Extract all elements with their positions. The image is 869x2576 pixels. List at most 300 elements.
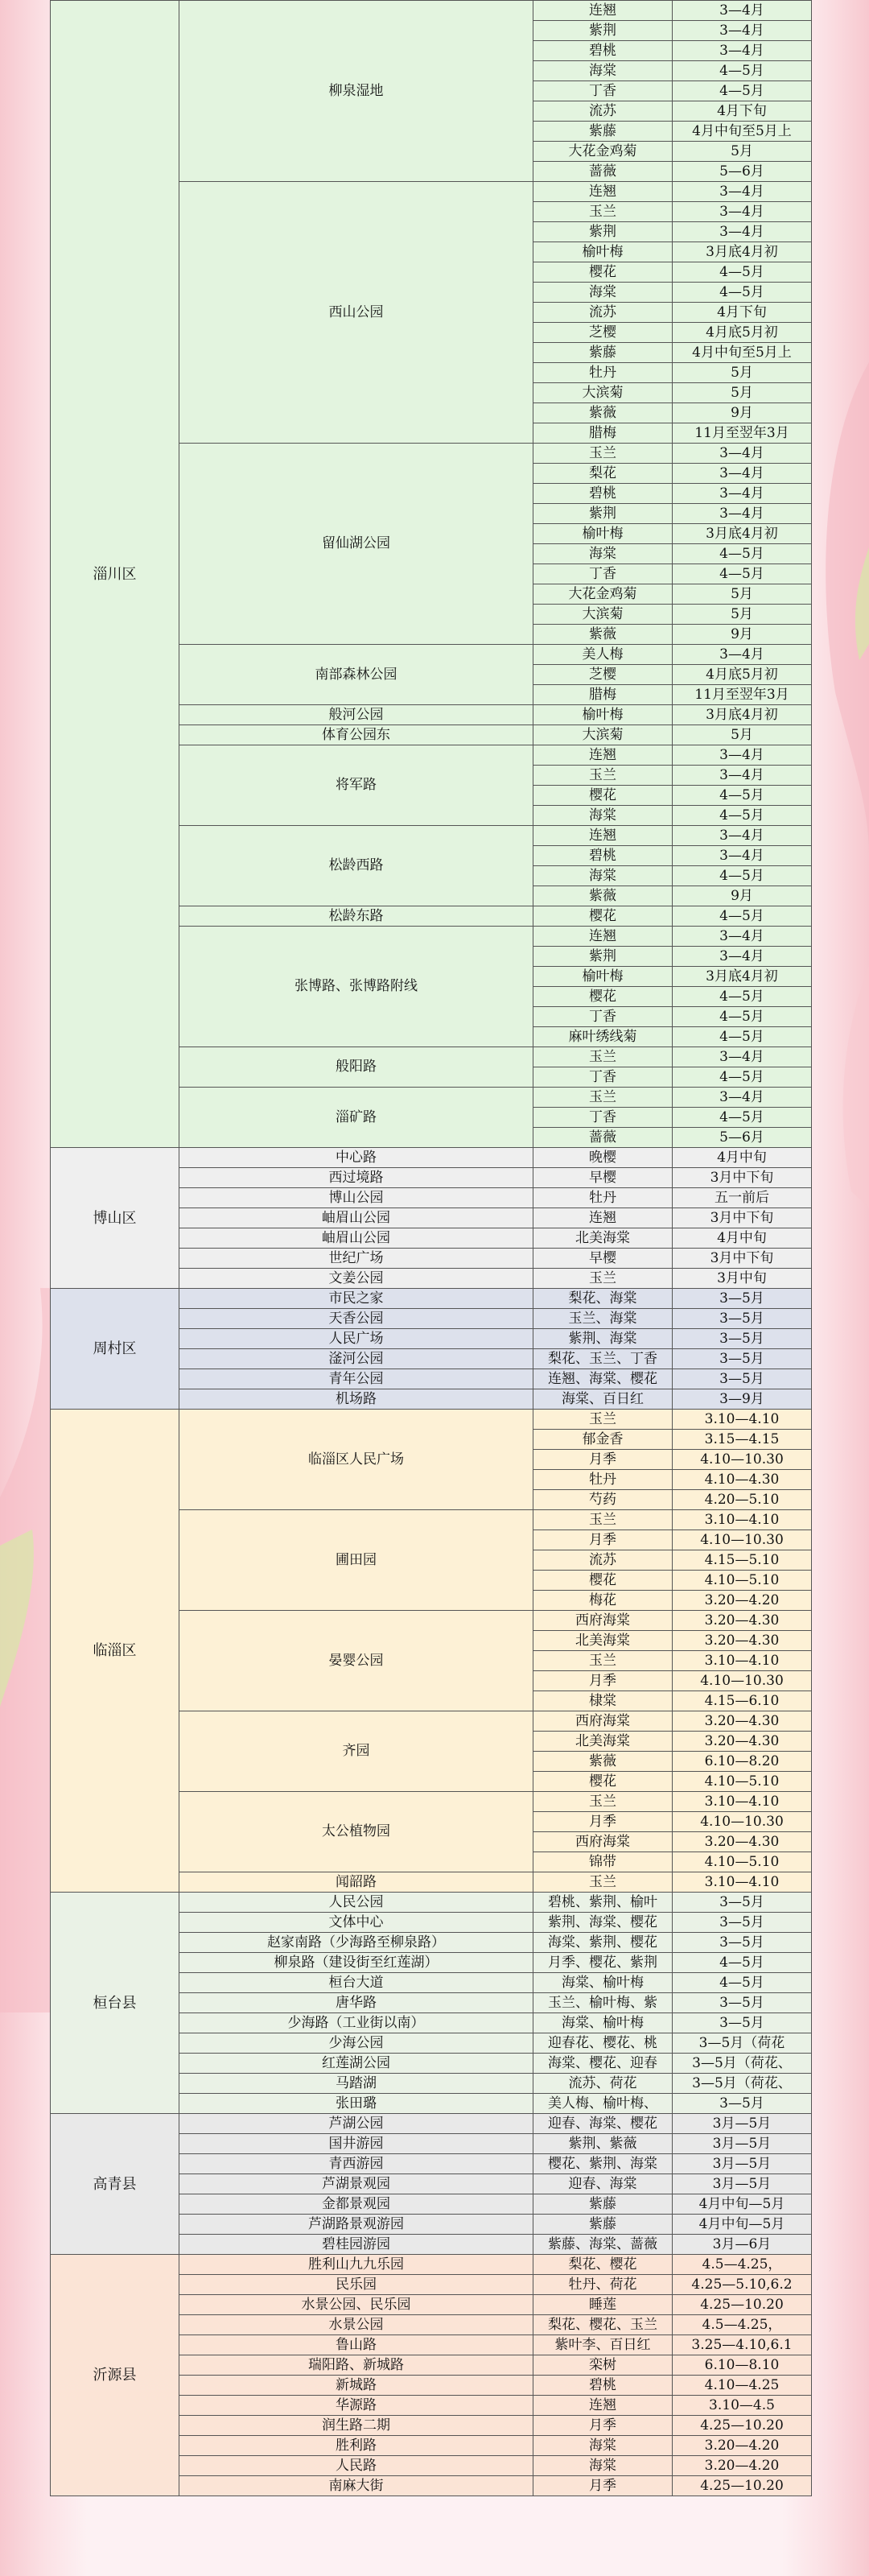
bloom-period: 3—5月 — [673, 1369, 812, 1389]
flower-name: 北美海棠 — [533, 1228, 673, 1249]
bloom-period: 4.10—5.10 — [673, 1772, 812, 1792]
bloom-period: 4.10—4.25 — [673, 2376, 812, 2396]
location-name: 马踏湖 — [179, 2074, 533, 2094]
location-name: 人民路 — [179, 2456, 533, 2476]
location-name: 鲁山路 — [179, 2335, 533, 2355]
location-name: 中心路 — [179, 1148, 533, 1168]
table-row — [51, 2255, 812, 2275]
bloom-period: 3.20—4.30 — [673, 1832, 812, 1852]
location-name: 水景公园 — [179, 2315, 533, 2335]
flower-name: 海棠 — [533, 2436, 673, 2456]
flower-name: 西府海棠 — [533, 1832, 673, 1852]
flower-schedule-body — [51, 1, 812, 2496]
bloom-period: 4月中旬至5月上 — [673, 122, 812, 142]
bloom-period: 4.10—10.30 — [673, 1530, 812, 1550]
bloom-period: 4—5月 — [673, 1973, 812, 1993]
location-name: 南部森林公园 — [179, 645, 533, 705]
bloom-period: 4—5月 — [673, 1027, 812, 1047]
flower-name: 玉兰 — [533, 766, 673, 786]
flower-name: 樱花 — [533, 262, 673, 283]
flower-name: 碧桃、紫荆、榆叶 — [533, 1893, 673, 1913]
flower-name: 海棠 — [533, 866, 673, 886]
location-name: 般河公园 — [179, 705, 533, 725]
bloom-period: 3.25—4.10,6.1 — [673, 2335, 812, 2355]
flower-name: 丁香 — [533, 1108, 673, 1128]
location-name: 人民公园 — [179, 1893, 533, 1913]
flower-name: 芝樱 — [533, 665, 673, 685]
flower-name: 碧桃 — [533, 2376, 673, 2396]
flower-name: 榆叶梅 — [533, 524, 673, 544]
bloom-period: 4—5月 — [673, 564, 812, 584]
flower-name: 碧桃 — [533, 484, 673, 504]
flower-name: 牡丹 — [533, 1188, 673, 1208]
flower-name: 紫叶李、百日红 — [533, 2335, 673, 2355]
bloom-period: 3—4月 — [673, 21, 812, 41]
bloom-period: 3.10—4.10 — [673, 1792, 812, 1812]
location-name: 太公植物园 — [179, 1792, 533, 1872]
bloom-period: 4—5月 — [673, 262, 812, 283]
location-name: 岫眉山公园 — [179, 1228, 533, 1249]
flower-name: 海棠 — [533, 2456, 673, 2476]
location-name: 天香公园 — [179, 1309, 533, 1329]
location-name: 留仙湖公园 — [179, 444, 533, 645]
bloom-period: 3—4月 — [673, 947, 812, 967]
flower-name: 芝樱 — [533, 323, 673, 343]
bloom-period: 5月 — [673, 363, 812, 383]
flower-name: 碧桃 — [533, 846, 673, 866]
bloom-period: 4月中旬—5月 — [673, 2215, 812, 2235]
location-name: 赵家南路（少海路至柳泉路） — [179, 1933, 533, 1953]
flower-name: 月季 — [533, 2416, 673, 2436]
flower-name: 紫荆 — [533, 222, 673, 242]
flower-name: 海棠、榆叶梅 — [533, 1973, 673, 1993]
bloom-period: 5—6月 — [673, 162, 812, 182]
location-name: 临淄区人民广场 — [179, 1410, 533, 1510]
flower-name: 玉兰 — [533, 1088, 673, 1108]
bloom-period: 3.10—4.5 — [673, 2396, 812, 2416]
flower-name: 美人梅 — [533, 645, 673, 665]
bloom-period: 5月 — [673, 142, 812, 162]
flower-name: 牡丹 — [533, 1470, 673, 1490]
bloom-period: 3—4月 — [673, 1047, 812, 1067]
location-name: 芦湖路景观游园 — [179, 2215, 533, 2235]
table-row — [51, 1410, 812, 1430]
location-name: 胜利山九九乐园 — [179, 2255, 533, 2275]
location-name: 人民广场 — [179, 1329, 533, 1349]
flower-name: 玉兰 — [533, 1792, 673, 1812]
location-name: 西山公园 — [179, 182, 533, 444]
bloom-period: 3—4月 — [673, 464, 812, 484]
bloom-period: 4—5月 — [673, 786, 812, 806]
flower-name: 丁香 — [533, 1007, 673, 1027]
bloom-period: 4—5月 — [673, 866, 812, 886]
district-name: 周村区 — [51, 1289, 179, 1410]
bloom-period: 4月中旬—5月 — [673, 2194, 812, 2215]
table-row — [51, 1, 812, 21]
bloom-period: 3月中下旬 — [673, 1249, 812, 1269]
flower-name: 腊梅 — [533, 423, 673, 444]
bloom-period: 3—5月 — [673, 1993, 812, 2013]
flower-name: 玉兰 — [533, 1651, 673, 1671]
bloom-period: 3月—5月 — [673, 2114, 812, 2134]
bloom-period: 3—5月 — [673, 1913, 812, 1933]
bloom-period: 3.20—4.20 — [673, 2436, 812, 2456]
bloom-period: 4.25—10.20 — [673, 2295, 812, 2315]
flower-name: 紫荆、海棠、樱花 — [533, 1913, 673, 1933]
flower-name: 紫藤 — [533, 2194, 673, 2215]
location-name: 滏河公园 — [179, 1349, 533, 1369]
flower-name: 流苏、荷花 — [533, 2074, 673, 2094]
flower-name: 栾树 — [533, 2355, 673, 2376]
bloom-period: 4月下旬 — [673, 303, 812, 323]
bloom-period: 3.20—4.30 — [673, 1611, 812, 1631]
flower-name: 大花金鸡菊 — [533, 142, 673, 162]
flower-name: 大滨菊 — [533, 383, 673, 403]
bloom-period: 4月底5月初 — [673, 665, 812, 685]
bloom-period: 3—5月 — [673, 1893, 812, 1913]
bloom-period: 3月底4月初 — [673, 524, 812, 544]
bloom-period: 3—5月 — [673, 1309, 812, 1329]
location-name: 柳泉湿地 — [179, 1, 533, 182]
bloom-period: 4—5月 — [673, 1067, 812, 1088]
flower-name: 紫薇 — [533, 625, 673, 645]
location-name: 文姜公园 — [179, 1269, 533, 1289]
bloom-period: 3—4月 — [673, 927, 812, 947]
flower-name: 梨花、海棠 — [533, 1289, 673, 1309]
location-name: 南麻大街 — [179, 2476, 533, 2496]
flower-name: 北美海棠 — [533, 1631, 673, 1651]
flower-name: 月季 — [533, 1812, 673, 1832]
bloom-period: 4.5—4.25， — [673, 2255, 812, 2275]
bloom-period: 4.15—6.10 — [673, 1691, 812, 1711]
flower-name: 樱花 — [533, 906, 673, 927]
flower-name: 紫薇 — [533, 403, 673, 423]
location-name: 博山公园 — [179, 1188, 533, 1208]
flower-name: 丁香 — [533, 1067, 673, 1088]
bloom-period: 3.10—4.10 — [673, 1410, 812, 1430]
flower-name: 海棠 — [533, 806, 673, 826]
flower-name: 玉兰、榆叶梅、紫 — [533, 1993, 673, 2013]
flower-name: 流苏 — [533, 1550, 673, 1571]
flower-name: 大滨菊 — [533, 725, 673, 745]
flower-name: 牡丹、荷花 — [533, 2275, 673, 2295]
bloom-period: 5月 — [673, 584, 812, 605]
flower-name: 紫薇 — [533, 1752, 673, 1772]
flower-name: 樱花 — [533, 1772, 673, 1792]
location-name: 岫眉山公园 — [179, 1208, 533, 1228]
location-name: 晏婴公园 — [179, 1611, 533, 1711]
bloom-period: 3.10—4.10 — [673, 1510, 812, 1530]
flower-name: 迎春、海棠、樱花 — [533, 2114, 673, 2134]
bloom-period: 3.20—4.30 — [673, 1711, 812, 1732]
bloom-period: 3—4月 — [673, 766, 812, 786]
bloom-period: 4月中旬 — [673, 1228, 812, 1249]
bloom-period: 6.10—8.20 — [673, 1752, 812, 1772]
bloom-period: 3月—5月 — [673, 2154, 812, 2174]
location-name: 润生路二期 — [179, 2416, 533, 2436]
flower-name: 丁香 — [533, 81, 673, 101]
petal-decoration-left — [0, 1288, 50, 2013]
bloom-period: 3—4月 — [673, 182, 812, 202]
location-name: 世纪广场 — [179, 1249, 533, 1269]
flower-name: 樱花 — [533, 1571, 673, 1591]
location-name: 张田璐 — [179, 2094, 533, 2114]
district-name: 博山区 — [51, 1148, 179, 1289]
flower-name: 月季 — [533, 1530, 673, 1550]
bloom-period: 3—5月 — [673, 1289, 812, 1309]
location-name: 唐华路 — [179, 1993, 533, 2013]
flower-name: 玉兰 — [533, 1410, 673, 1430]
bloom-period: 3月中下旬 — [673, 1208, 812, 1228]
bloom-period: 3月底4月初 — [673, 967, 812, 987]
location-name: 水景公园、民乐园 — [179, 2295, 533, 2315]
bloom-period: 3.20—4.30 — [673, 1631, 812, 1651]
flower-name: 榆叶梅 — [533, 967, 673, 987]
location-name: 将军路 — [179, 745, 533, 826]
petal-decoration-right — [811, 242, 869, 1288]
bloom-period: 3月—5月 — [673, 2174, 812, 2194]
bloom-period: 4—5月 — [673, 81, 812, 101]
flower-name: 紫荆、紫薇 — [533, 2134, 673, 2154]
flower-name: 连翘 — [533, 927, 673, 947]
flower-name: 月季 — [533, 1450, 673, 1470]
flower-name: 月季、樱花、紫荆 — [533, 1953, 673, 1973]
flower-name: 大滨菊 — [533, 605, 673, 625]
location-name: 金都景观园 — [179, 2194, 533, 2215]
bloom-period: 5月 — [673, 383, 812, 403]
table-row — [51, 1893, 812, 1913]
bloom-period: 4月底5月初 — [673, 323, 812, 343]
location-name: 华源路 — [179, 2396, 533, 2416]
bloom-period: 3—4月 — [673, 645, 812, 665]
bloom-period: 3—5月 — [673, 1933, 812, 1953]
flower-name: 海棠 — [533, 544, 673, 564]
location-name: 般阳路 — [179, 1047, 533, 1088]
location-name: 芦湖公园 — [179, 2114, 533, 2134]
flower-name: 连翘 — [533, 1208, 673, 1228]
bloom-period: 3月中下旬 — [673, 1168, 812, 1188]
bloom-period: 4—5月 — [673, 1953, 812, 1973]
bloom-period: 3—5月（荷花、 — [673, 2074, 812, 2094]
flower-name: 榆叶梅 — [533, 705, 673, 725]
location-name: 闻韶路 — [179, 1872, 533, 1893]
flower-name: 紫藤 — [533, 122, 673, 142]
bloom-period: 3—5月 — [673, 1329, 812, 1349]
flower-name: 紫藤、海棠、蔷薇 — [533, 2235, 673, 2255]
flower-name: 芍药 — [533, 1490, 673, 1510]
flower-name: 海棠 — [533, 283, 673, 303]
flower-name: 早樱 — [533, 1249, 673, 1269]
bloom-period: 6.10—8.10 — [673, 2355, 812, 2376]
bloom-period: 3.20—4.20 — [673, 1591, 812, 1611]
bloom-period: 4—5月 — [673, 283, 812, 303]
bloom-period: 4.25—10.20 — [673, 2476, 812, 2496]
bloom-period: 4.20—5.10 — [673, 1490, 812, 1510]
flower-name: 睡莲 — [533, 2295, 673, 2315]
flower-name: 迎春、海棠 — [533, 2174, 673, 2194]
bloom-period: 3—4月 — [673, 504, 812, 524]
bloom-period: 4.25—10.20 — [673, 2416, 812, 2436]
flower-name: 玉兰 — [533, 1872, 673, 1893]
bloom-period: 4.25—5.10,6.2 — [673, 2275, 812, 2295]
location-name: 瑞阳路、新城路 — [179, 2355, 533, 2376]
location-name: 齐园 — [179, 1711, 533, 1792]
flower-name: 蔷薇 — [533, 1128, 673, 1148]
table-row — [51, 2114, 812, 2134]
bloom-period: 4.15—5.10 — [673, 1550, 812, 1571]
bloom-period: 3—5月（荷花 — [673, 2033, 812, 2054]
flower-name: 紫薇 — [533, 886, 673, 906]
bloom-period: 4.5—4.25， — [673, 2315, 812, 2335]
flower-name: 玉兰 — [533, 1047, 673, 1067]
bloom-period: 3—4月 — [673, 202, 812, 222]
bloom-period: 9月 — [673, 403, 812, 423]
flower-name: 樱花、紫荆、海棠 — [533, 2154, 673, 2174]
bloom-period: 3—5月 — [673, 1349, 812, 1369]
flower-name: 美人梅、榆叶梅、 — [533, 2094, 673, 2114]
flower-name: 海棠、樱花、迎春 — [533, 2054, 673, 2074]
bloom-period: 11月至翌年3月 — [673, 423, 812, 444]
bloom-period: 3月—5月 — [673, 2134, 812, 2154]
bloom-period: 3—4月 — [673, 745, 812, 766]
flower-name: 早樱 — [533, 1168, 673, 1188]
location-name: 西过境路 — [179, 1168, 533, 1188]
bloom-period: 4—5月 — [673, 61, 812, 81]
bloom-period: 5月 — [673, 605, 812, 625]
flower-name: 紫荆、海棠 — [533, 1329, 673, 1349]
location-name: 青西游园 — [179, 2154, 533, 2174]
bloom-period: 4.10—4.30 — [673, 1470, 812, 1490]
location-name: 新城路 — [179, 2376, 533, 2396]
bloom-period: 3—4月 — [673, 222, 812, 242]
flower-name: 流苏 — [533, 303, 673, 323]
location-name: 淄矿路 — [179, 1088, 533, 1148]
location-name: 体育公园东 — [179, 725, 533, 745]
location-name: 芦湖景观园 — [179, 2174, 533, 2194]
bloom-period: 5—6月 — [673, 1128, 812, 1148]
district-name: 沂源县 — [51, 2255, 179, 2496]
flower-name: 连翘 — [533, 182, 673, 202]
flower-name: 玉兰 — [533, 444, 673, 464]
bloom-period: 五一前后 — [673, 1188, 812, 1208]
bloom-period: 4.10—5.10 — [673, 1852, 812, 1872]
district-name: 临淄区 — [51, 1410, 179, 1893]
flower-name: 梨花、樱花 — [533, 2255, 673, 2275]
bloom-period: 3—5月 — [673, 2013, 812, 2033]
flower-name: 樱花 — [533, 786, 673, 806]
location-name: 松龄东路 — [179, 906, 533, 927]
flower-name: 梅花 — [533, 1591, 673, 1611]
location-name: 少海路（工业街以南） — [179, 2013, 533, 2033]
district-name: 桓台县 — [51, 1893, 179, 2114]
location-name: 机场路 — [179, 1389, 533, 1410]
bloom-period: 11月至翌年3月 — [673, 685, 812, 705]
flower-name: 梨花 — [533, 464, 673, 484]
bloom-period: 3月底4月初 — [673, 242, 812, 262]
bloom-period: 3.20—4.30 — [673, 1732, 812, 1752]
flower-name: 连翘 — [533, 1, 673, 21]
location-name: 红莲湖公园 — [179, 2054, 533, 2074]
bloom-period: 3.15—4.15 — [673, 1430, 812, 1450]
bloom-period: 3.10—4.10 — [673, 1651, 812, 1671]
flower-name: 西府海棠 — [533, 1711, 673, 1732]
flower-name: 月季 — [533, 2476, 673, 2496]
location-name: 胜利路 — [179, 2436, 533, 2456]
bloom-period: 9月 — [673, 625, 812, 645]
bloom-period: 3—4月 — [673, 444, 812, 464]
bloom-period: 3—4月 — [673, 1, 812, 21]
bloom-period: 4—5月 — [673, 806, 812, 826]
bloom-period: 4.10—5.10 — [673, 1571, 812, 1591]
bloom-period: 3—5月 — [673, 2094, 812, 2114]
flower-name: 玉兰 — [533, 1510, 673, 1530]
flower-name: 梨花、玉兰、丁香 — [533, 1349, 673, 1369]
flower-name: 紫荆 — [533, 504, 673, 524]
flower-name: 棣棠 — [533, 1691, 673, 1711]
flower-name: 大花金鸡菊 — [533, 584, 673, 605]
flower-name: 丁香 — [533, 564, 673, 584]
table-row — [51, 1289, 812, 1309]
flower-name: 紫藤 — [533, 2215, 673, 2235]
location-name: 圃田园 — [179, 1510, 533, 1611]
bloom-period: 5月 — [673, 725, 812, 745]
bloom-period: 4月中旬 — [673, 1148, 812, 1168]
bloom-period: 3—4月 — [673, 41, 812, 61]
flower-name: 碧桃 — [533, 41, 673, 61]
location-name: 国井游园 — [179, 2134, 533, 2154]
flower-name: 玉兰、海棠 — [533, 1309, 673, 1329]
flower-name: 梨花、樱花、玉兰 — [533, 2315, 673, 2335]
flower-name: 连翘 — [533, 745, 673, 766]
flower-schedule-table — [50, 0, 812, 2496]
flower-name: 北美海棠 — [533, 1732, 673, 1752]
flower-name: 樱花 — [533, 987, 673, 1007]
location-name: 松龄西路 — [179, 826, 533, 906]
flower-name: 连翘、海棠、樱花 — [533, 1369, 673, 1389]
bloom-period: 3月底4月初 — [673, 705, 812, 725]
flower-name: 玉兰 — [533, 202, 673, 222]
location-name: 少海公园 — [179, 2033, 533, 2054]
flower-name: 紫藤 — [533, 343, 673, 363]
flower-name: 流苏 — [533, 101, 673, 122]
flower-name: 月季 — [533, 1671, 673, 1691]
bloom-period: 9月 — [673, 886, 812, 906]
bloom-period: 4—5月 — [673, 544, 812, 564]
flower-name: 锦带 — [533, 1852, 673, 1872]
bloom-period: 3—4月 — [673, 826, 812, 846]
flower-name: 腊梅 — [533, 685, 673, 705]
flower-name: 晚樱 — [533, 1148, 673, 1168]
flower-name: 玉兰 — [533, 1269, 673, 1289]
bloom-period: 3月中旬 — [673, 1269, 812, 1289]
flower-name: 蔷薇 — [533, 162, 673, 182]
table-row — [51, 1148, 812, 1168]
bloom-period: 4—5月 — [673, 906, 812, 927]
flower-name: 迎春花、樱花、桃 — [533, 2033, 673, 2054]
bloom-period: 3—4月 — [673, 1088, 812, 1108]
bloom-period: 4—5月 — [673, 1108, 812, 1128]
location-name: 柳泉路（建设街至红莲湖） — [179, 1953, 533, 1973]
bloom-period: 4—5月 — [673, 987, 812, 1007]
flower-name: 海棠 — [533, 61, 673, 81]
location-name: 民乐园 — [179, 2275, 533, 2295]
bloom-period: 4.10—10.30 — [673, 1812, 812, 1832]
bloom-period: 4月中旬至5月上 — [673, 343, 812, 363]
flower-name: 海棠、百日红 — [533, 1389, 673, 1410]
bloom-period: 3月—6月 — [673, 2235, 812, 2255]
bloom-period: 4.10—10.30 — [673, 1671, 812, 1691]
bloom-period: 3—5月（荷花、 — [673, 2054, 812, 2074]
